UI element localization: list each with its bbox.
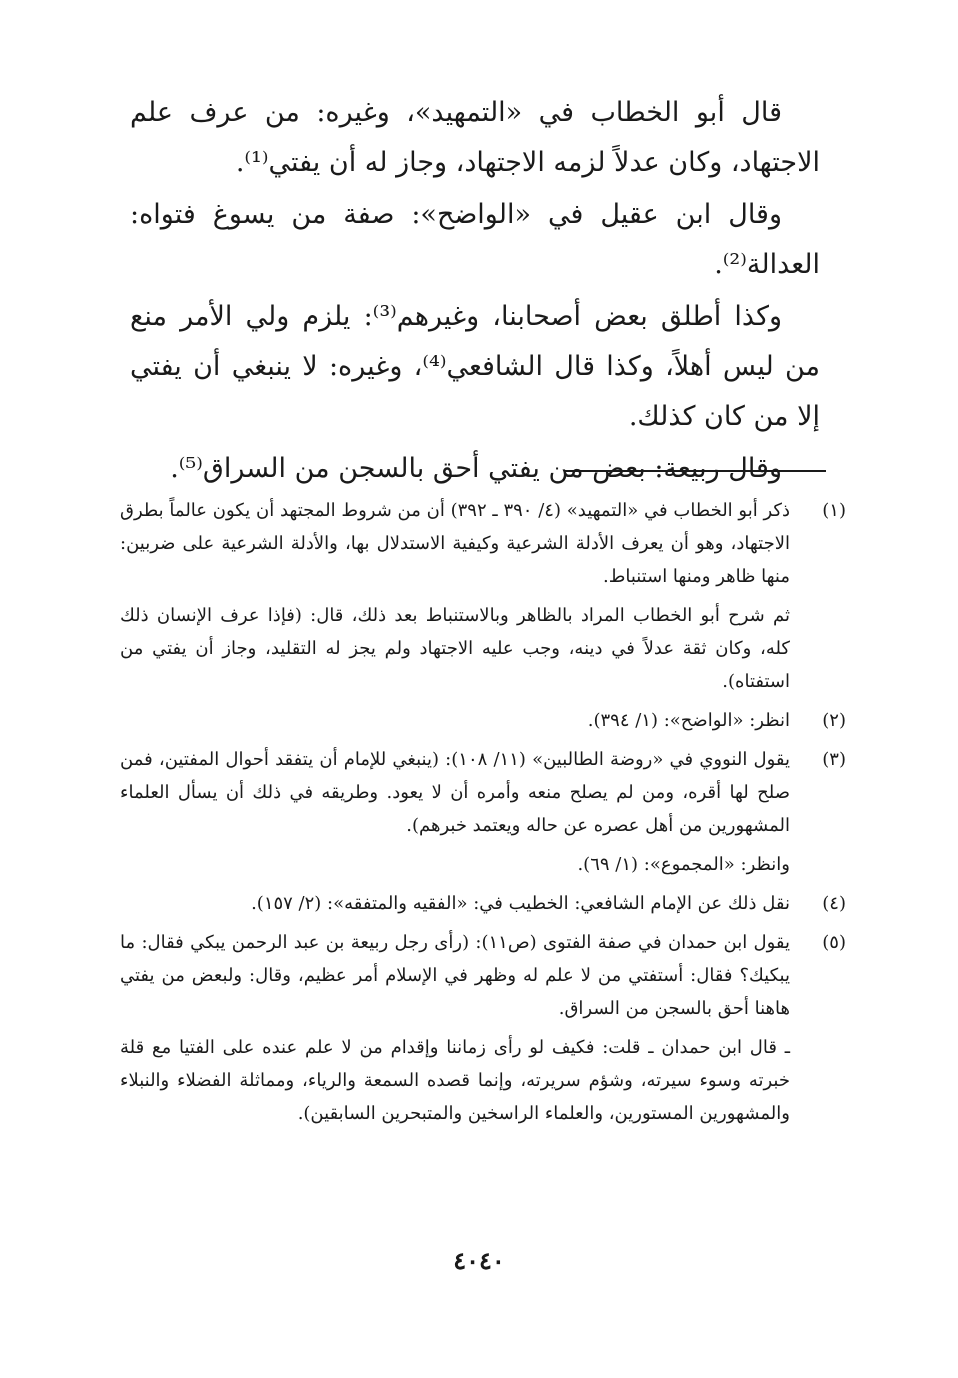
paragraph: وقال ابن عقيل في «الواضح»: صفة من يسوغ فتواه: العدالة⁽²⁾. (130, 199, 820, 280)
footnote-number: (١) (822, 500, 846, 521)
footnotes (120, 494, 846, 1136)
footnote-number: (٥) (822, 932, 846, 953)
footnote-number: (٣) (822, 749, 846, 770)
main-text (130, 88, 820, 496)
footnote-paragraph: ذكر أبو الخطاب في «التمهيد» (٤/ ٣٩٠ ـ ٣٩٢) أن من شروط المجتهد أن يكون عالماً بطرق الاجتهاد، وهو أن يعرف الأدلة الشرعية وكيفية الاستدلال بها، والأدلة الشرعية على ضربين: منها ظاهر ومنها استنباط. (120, 500, 791, 587)
footnote-paragraph: يقول النووي في «روضة الطالبين» (١١/ ١٠٨): (ينبغي للإمام أن يتفقد أحوال المفتين، فمن صلح لها أقره، ومن لم يصلح منعه وأمره أن لا يعود. وطريقه في ذلك أن يسأل العلماء المشهورين من أهل عصره عن حاله ويعتمد خبرهم). (120, 749, 790, 836)
footnote-text (120, 704, 790, 737)
footnote-text (120, 494, 790, 698)
footnote-paragraph: نقل ذلك عن الإمام الشافعي: الخطيب في: «الفقيه والمتفقه»: (٢/ ١٥٧). (251, 893, 790, 914)
footnote-text (120, 887, 790, 920)
footnote-paragraph: يقول ابن حمدان في صفة الفتوى (ص١١): (رأى رجل ربيعة بن عبد الرحمن يبكي فقال: ما يبكيك؟ فقال: أستفتي من لا علم له وظهر في الإسلام أمر عظيم، وقال: ولبعض من يفتي هاهنا أحق بالسجن من السراق. (120, 932, 791, 1019)
footnote-text (120, 926, 790, 1130)
footnote (120, 887, 846, 920)
footnote (120, 743, 846, 881)
paragraph: وقال ربيعة: بعض من يفتي أحق بالسجن من السراق⁽⁵⁾. (170, 453, 782, 484)
footnote-paragraph: وانظر: «المجموع»: (١/ ٦٩). (577, 854, 790, 875)
footnote-number: (٤) (822, 893, 846, 914)
footnote-paragraph: ثم شرح أبو الخطاب المراد بالظاهر وبالاستنباط بعد ذلك، قال: (فإذا عرف الإنسان ذلك كله، وكان ثقة عدلاً في دينه، وجب عليه الاجتهاد ولم يجز له التقليد، وجاز أن يفتي من استفتاه). (120, 605, 790, 692)
footnote (120, 494, 846, 698)
footnote-text (120, 743, 790, 881)
page-number: ٤٠٤٠ (453, 1246, 505, 1275)
footnote (120, 926, 846, 1130)
paragraph: وكذا أطلق بعض أصحابنا، وغيرهم⁽³⁾: يلزم ولي الأمر منع من ليس أهلاً، وكذا قال الشافعي⁽⁴⁾، وغيره: لا ينبغي أن يفتي إلا من كان كذلك. (130, 301, 820, 432)
footnote-number: (٢) (822, 710, 846, 731)
footnote-paragraph: انظر: «الواضح»: (١/ ٣٩٤). (587, 710, 790, 731)
footnote-separator (564, 470, 826, 472)
footnote-paragraph: ـ قال ابن حمدان ـ قلت: فكيف لو رأى زماننا وإقدام من لا علم عنده على الفتيا مع قلة خبرته وسوء سيرته، وشؤم سريرته، وإنما قصده السمعة والرياء، ومماثلة الفضلاء والنبلاء والمشهورين المستورين، والعلماء الراسخين والمتبحرين السابقين). (120, 1037, 790, 1124)
footnote (120, 704, 846, 737)
paragraph: قال أبو الخطاب في «التمهيد»، وغيره: من عرف علم الاجتهاد، وكان عدلاً لزمه الاجتهاد، وجاز له أن يفتي⁽¹⁾. (130, 97, 820, 178)
